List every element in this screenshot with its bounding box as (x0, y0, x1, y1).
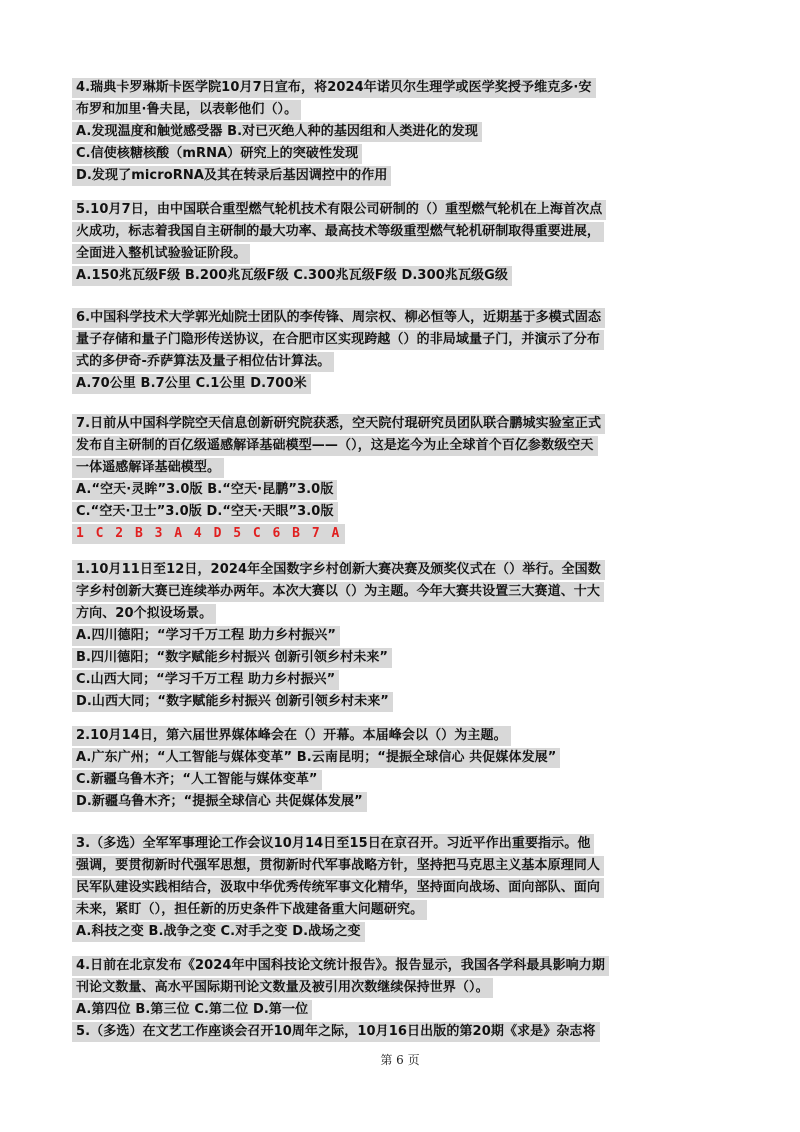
option-line: D.发现了microRNA及其在转录后基因调控中的作用 (72, 166, 391, 186)
question-stem-line: 4.日前在北京发布《2024年中国科技论文统计报告》。报告显示，我国各学科最具影响力期 (72, 956, 609, 976)
answer-key: 1 C 2 B 3 A 4 D 5 C 6 B 7 A (72, 524, 345, 544)
option-line: C.“空天·卫士”3.0版 D.“空天·天眼”3.0版 (72, 502, 338, 522)
question-stem-line: 强调，要贯彻新时代强军思想，贯彻新时代军事战略方针，坚持把马克思主义基本原理同人 (72, 856, 604, 876)
option-line: A.70公里 B.7公里 C.1公里 D.700米 (72, 374, 311, 394)
question-1-digital-village (72, 560, 732, 714)
page-number: 第 6 页 (380, 1053, 420, 1067)
question-stem-line: 1.10月11日至12日，2024年全国数字乡村创新大赛决赛及颁奖仪式在（）举行。全国数 (72, 560, 605, 580)
question-stem-line: 3.（多选）全军军事理论工作会议10月14日至15日在京召开。习近平作出重要指示。他 (72, 834, 594, 854)
option-line: A.四川德阳；“学习千万工程 助力乡村振兴” (72, 626, 340, 646)
question-stem-line: 民军队建设实践相结合，汲取中华优秀传统军事文化精华，坚持面向战场、面向部队、面向 (72, 878, 604, 898)
option-line: A.发现温度和触觉感受器 B.对已灭绝人种的基因组和人类进化的发现 (72, 122, 482, 142)
option-line: D.山西大同；“数字赋能乡村振兴 创新引领乡村未来” (72, 692, 393, 712)
option-line: A.150兆瓦级F级 B.200兆瓦级F级 C.300兆瓦级F级 D.300兆瓦级G级 (72, 266, 512, 286)
question-stem-line: 7.日前从中国科学院空天信息创新研究院获悉，空天院付琨研究员团队联合鹏城实验室正式 (72, 414, 605, 434)
question-6-quantum (72, 308, 732, 396)
question-stem-line: 5.10月7日，由中国联合重型燃气轮机技术有限公司研制的（）重型燃气轮机在上海首次点 (72, 200, 606, 220)
question-2-media-summit (72, 726, 732, 814)
question-7-remote-sensing (72, 414, 732, 546)
question-stem-line: 量子存储和量子门隐形传送协议，在合肥市区实现跨越（）的非局域量子门，并演示了分布 (72, 330, 604, 350)
question-4-nobel (72, 78, 732, 188)
question-5-gas-turbine (72, 200, 732, 288)
option-line: A.科技之变 B.战争之变 C.对手之变 D.战场之变 (72, 922, 365, 942)
question-stem-line: 全面进入整机试验验证阶段。 (72, 244, 250, 264)
question-3-military-theory (72, 834, 732, 944)
question-stem-line: 一体遥感解译基础模型。 (72, 458, 224, 478)
question-stem-line: 布罗和加里·鲁夫昆，以表彰他们（）。 (72, 100, 301, 120)
question-stem-line: 发布自主研制的百亿级遥感解译基础模型——（），这是迄今为止全球首个百亿参数级空天 (72, 436, 598, 456)
question-stem-line: 火成功，标志着我国自主研制的最大功率、最高技术等级重型燃气轮机研制取得重要进展， (72, 222, 604, 242)
option-line: B.四川德阳；“数字赋能乡村振兴 创新引领乡村未来” (72, 648, 392, 668)
question-stem-line: 刊论文数量、高水平国际期刊论文数量及被引用次数继续保持世界（）。 (72, 978, 493, 998)
option-line: A.“空天·灵眸”3.0版 B.“空天·昆鹏”3.0版 (72, 480, 337, 500)
option-line: C.新疆乌鲁木齐；“人工智能与媒体变革” (72, 770, 322, 790)
option-line: A.第四位 B.第三位 C.第二位 D.第一位 (72, 1000, 312, 1020)
question-stem-line: 字乡村创新大赛已连续举办两年。本次大赛以（）为主题。今年大赛共设置三大赛道、十大 (72, 582, 604, 602)
option-line: C.信使核糖核酸（mRNA）研究上的突破性发现 (72, 144, 362, 164)
option-line: A.广东广州；“人工智能与媒体变革” B.云南昆明；“提振全球信心 共促媒体发展” (72, 748, 560, 768)
question-stem-line: 式的多伊奇-乔萨算法及量子相位估计算法。 (72, 352, 334, 372)
question-4-sci-paper-report (72, 956, 732, 1044)
question-stem-line: 4.瑞典卡罗琳斯卡医学院10月7日宣布，将2024年诺贝尔生理学或医学奖授予维克多·安 (72, 78, 596, 98)
question-stem-line: 未来，紧盯（），担任新的历史条件下战建备重大问题研究。 (72, 900, 427, 920)
option-line: D.新疆乌鲁木齐；“提振全球信心 共促媒体发展” (72, 792, 367, 812)
option-line: C.山西大同；“学习千万工程 助力乡村振兴” (72, 670, 339, 690)
question-stem-line: 2.10月14日，第六届世界媒体峰会在（）开幕。本届峰会以（）为主题。 (72, 726, 511, 746)
question-stem-line: 5.（多选）在文艺工作座谈会召开10周年之际，10月16日出版的第20期《求是》杂志将 (72, 1022, 600, 1042)
question-stem-line: 方向、20个拟设场景。 (72, 604, 216, 624)
question-stem-line: 6.中国科学技术大学郭光灿院士团队的李传锋、周宗权、柳必恒等人，近期基于多模式固态 (72, 308, 605, 328)
